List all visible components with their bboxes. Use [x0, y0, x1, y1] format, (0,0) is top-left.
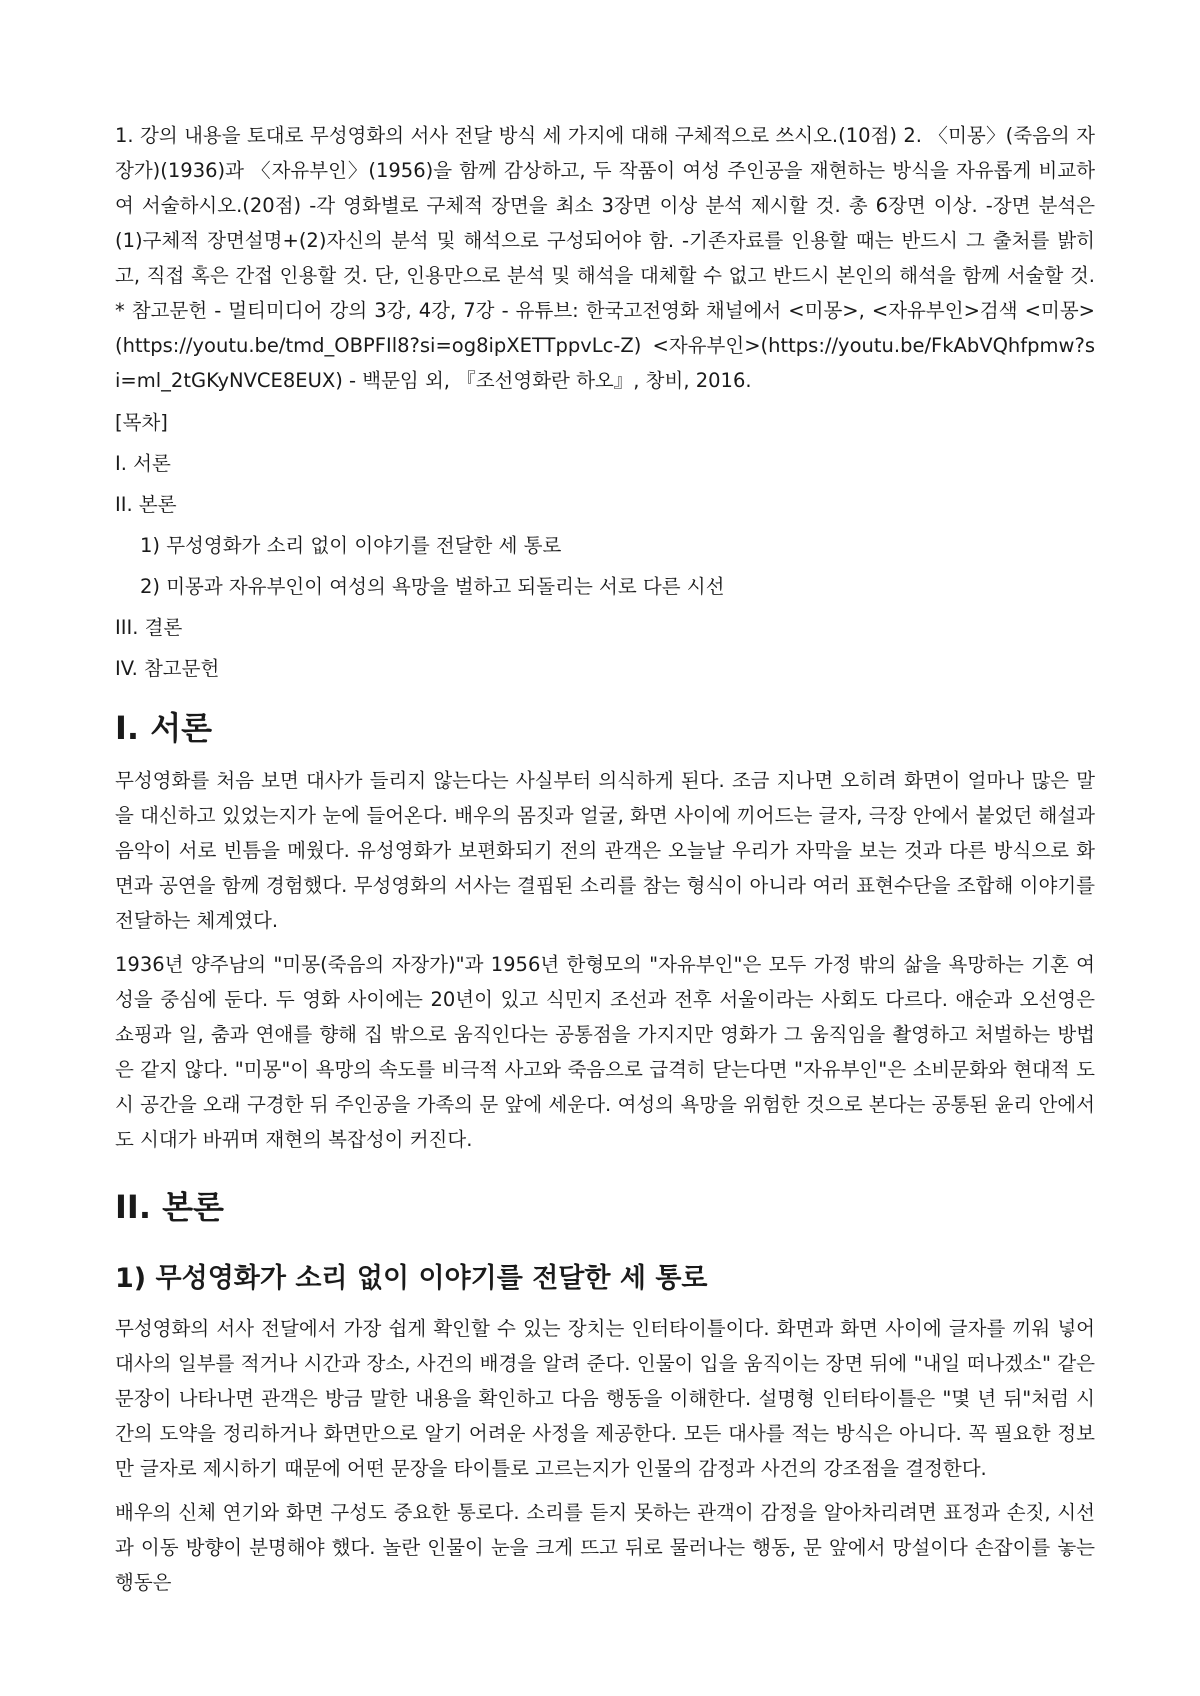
table-of-contents [115, 408, 1095, 684]
intro-paragraph-1: 무성영화를 처음 보면 대사가 들리지 않는다는 사실부터 의식하게 된다. 조금 지나면 오히려 화면이 얼마나 많은 말을 대신하고 있었는지가 눈에 들어온다. 배우의 몸짓과 얼굴, 화면 사이에 끼어드는 글자, 극장 안에서 붙었던 해설과 음악이 서로 빈틈을 메웠다. 유성영화가 보편화되기 전의 관객은 오늘날 우리가 자막을 보는 것과 다른 방식으로 화면과 공연을 함께 경험했다. 무성영화의 서사는 결핍된 소리를 참는 형식이 아니라 여러 표현수단을 조합해 이야기를 전달하는 체계였다. [115, 769, 1095, 932]
section-heading-body: II. 본론 [115, 1188, 224, 1226]
section-heading-introduction: I. 서론 [115, 709, 213, 747]
intro-paragraph-2: 1936년 양주남의 "미몽(죽음의 자장가)"과 1956년 한형모의 "자유부인"은 모두 가정 밖의 삶을 욕망하는 기혼 여성을 중심에 둔다. 두 영화 사이에는 20년이 있고 식민지 조선과 전후 서울이라는 사회도 다르다. 애순과 오선영은 쇼핑과 일, 춤과 연애를 향해 집 밖으로 움직인다는 공통점을 가지지만 영화가 그 움직임을 촬영하고 처벌하는 방법은 같지 않다. "미몽"이 욕망의 속도를 비극적 사고와 죽음으로 급격히 닫는다면 "자유부인"은 소비문화와 현대적 도시 공간을 오래 구경한 뒤 주인공을 가족의 문 앞에 세운다. 여성의 욕망을 위험한 것으로 본다는 공통된 윤리 안에서도 시대가 바뀌며 재현의 복잡성이 커진다. [115, 953, 1095, 1151]
toc-item-introduction: I. 서론 [115, 452, 171, 475]
toc-item-body: II. 본론 [115, 493, 177, 516]
assignment-prompt: 1. 강의 내용을 토대로 무성영화의 서사 전달 방식 세 가지에 대해 구체적으로 쓰시오.(10점) 2. 〈미몽〉(죽음의 자장가)(1936)과 〈자유부인〉(1956)을 함께 감상하고, 두 작품이 여성 주인공을 재현하는 방식을 자유롭게 비교하여 서술하시오.(20점) -각 영화별로 구체적 장면을 최소 3장면 이상 분석 제시할 것. 총 6장면 이상. -장면 분석은 (1)구체적 장면설명+(2)자신의 분석 및 해석으로 구성되어야 함. -기존자료를 인용할 때는 반드시 그 출처를 밝히고, 직접 혹은 간접 인용할 것. 단, 인용만으로 분석 및 해석을 대체할 수 없고 반드시 본인의 해석을 함께 서술할 것. * 참고문헌 - 멀티미디어 강의 3강, 4강, 7강 - 유튜브: 한국고전영화 채널에서 <미몽>, <자유부인>검색 <미몽>(https://youtu.be/tmd_OBPFIl8?si=og8ipXETTppvLc-Z) <자유부인>(https://youtu.be/FkAbVQhfpmw?si=ml_2tGKyNVCE8EUX) - 백문임 외, 『조선영화란 하오』, 창비, 2016. [115, 124, 1095, 392]
body-paragraph-1: 무성영화의 서사 전달에서 가장 쉽게 확인할 수 있는 장치는 인터타이틀이다. 화면과 화면 사이에 글자를 끼워 넣어 대사의 일부를 적거나 시간과 장소, 사건의 배경을 알려 준다. 인물이 입을 움직이는 장면 뒤에 "내일 떠나겠소" 같은 문장이 나타나면 관객은 방금 말한 내용을 확인하고 다음 행동을 이해한다. 설명형 인터타이틀은 "몇 년 뒤"처럼 시간의 도약을 정리하거나 화면만으로 알기 어려운 사정을 제공한다. 모든 대사를 적는 방식은 아니다. 꼭 필요한 정보만 글자로 제시하기 때문에 어떤 문장을 타이틀로 고르는지가 인물의 감정과 사건의 강조점을 결정한다. [115, 1317, 1095, 1480]
toc-item-conclusion: III. 결론 [115, 616, 183, 639]
toc-item-references: IV. 참고문헌 [115, 657, 220, 680]
body-paragraph-2: 배우의 신체 연기와 화면 구성도 중요한 통로다. 소리를 듣지 못하는 관객이 감정을 알아차리려면 표정과 손짓, 시선과 이동 방향이 분명해야 했다. 놀란 인물이 눈을 크게 뜨고 뒤로 물러나는 행동, 문 앞에서 망설이다 손잡이를 놓는 행동은 [115, 1501, 1095, 1594]
toc-item-body-sub1: 1) 무성영화가 소리 없이 이야기를 전달한 세 통로 [140, 534, 562, 557]
toc-item-body-sub2: 2) 미몽과 자유부인이 여성의 욕망을 벌하고 되돌리는 서로 다른 시선 [140, 575, 725, 598]
toc-title: [목차] [115, 411, 168, 434]
subsection-heading-1: 1) 무성영화가 소리 없이 이야기를 전달한 세 통로 [115, 1263, 708, 1294]
